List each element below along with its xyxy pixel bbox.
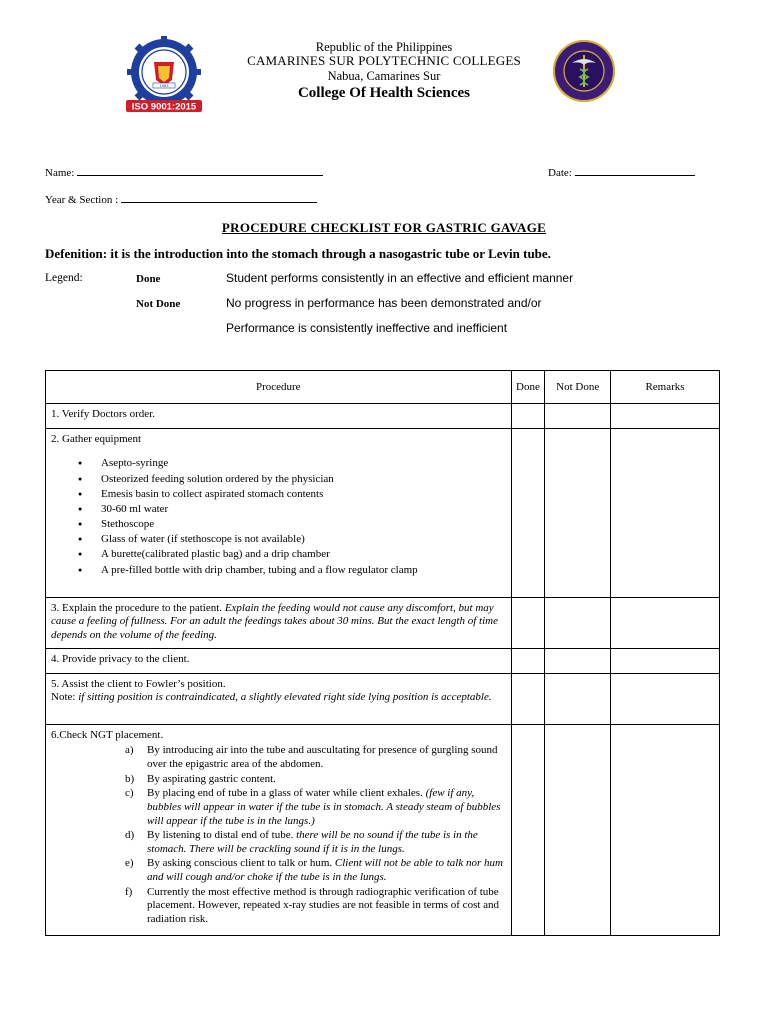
year-section-field[interactable] xyxy=(45,192,317,206)
remarks-cell[interactable] xyxy=(610,725,719,936)
step-3 xyxy=(46,598,512,649)
table-row xyxy=(46,429,720,598)
header-done: Done xyxy=(511,371,545,404)
remarks-cell[interactable] xyxy=(610,649,719,674)
step-6-title: 6.Check NGT placement. xyxy=(51,729,164,741)
document-header xyxy=(0,40,768,102)
list-item: ● A pre-filled bottle with drip chamber, tubing and a flow regulator clamp xyxy=(101,563,506,578)
done-cell[interactable] xyxy=(511,674,545,725)
legend-done-term: Done xyxy=(136,273,161,285)
list-item xyxy=(125,772,506,787)
legend-notdone-desc1: No progress in performance has been demonstrated and/or xyxy=(226,296,542,310)
equipment-list xyxy=(51,456,506,577)
step-3-detail: Explain the feeding would not cause any discomfort, but may cause a feeling of fullness. For an adult the feedings takes about 30 mins. But the exact length of time depends on the volume of the feeding. xyxy=(51,602,498,641)
step-6 xyxy=(46,725,512,936)
date-field[interactable] xyxy=(548,165,695,179)
header-college-name: CAMARINES SUR POLYTECHNIC COLLEGES xyxy=(247,53,521,69)
done-cell[interactable] xyxy=(511,649,545,674)
header-procedure: Procedure xyxy=(46,371,512,404)
list-item: ● Emesis basin to collect aspirated stomach contents xyxy=(101,487,506,502)
definition: Defenition: it is the introduction into the stomach through a nasogastric tube or Levin tube. xyxy=(45,246,551,261)
legend-label: Legend: xyxy=(45,272,83,284)
checklist-title: PROCEDURE CHECKLIST FOR GASTRIC GAVAGE xyxy=(221,220,547,235)
done-cell[interactable] xyxy=(511,404,545,429)
done-cell[interactable] xyxy=(511,725,545,936)
step-2 xyxy=(46,429,512,598)
item-text: By introducing air into the tube and auscultating for presence of gurgling sound over the epigastric area of the abdomen. xyxy=(147,744,498,771)
logo-year: 1983 xyxy=(159,83,169,89)
step-4: 4. Provide privacy to the client. xyxy=(46,649,512,674)
table-row xyxy=(46,674,720,725)
item-text: By placing end of tube in a glass of water while client exhales. xyxy=(147,787,423,800)
not-done-cell[interactable] xyxy=(545,674,611,725)
item-text: By asking conscious client to talk or hum. xyxy=(147,857,333,870)
step-5-note xyxy=(51,691,506,704)
step-3-lead: 3. Explain the procedure to the patient. xyxy=(51,602,223,614)
item-detail: (few if any, bubbles will appear in water if the tube is in stomach. A steady steam of bubbles will appear if the tube is in the lungs.) xyxy=(147,787,501,827)
ngt-methods-list xyxy=(51,744,506,926)
not-done-cell[interactable] xyxy=(545,429,611,598)
header-not-done: Not Done xyxy=(545,371,611,404)
step-1: 1. Verify Doctors order. xyxy=(46,404,512,429)
table-row xyxy=(46,649,720,674)
step-5-note-detail: if sitting position is contraindicated, a slightly elevated right side lying position is acceptable. xyxy=(78,691,492,704)
table-row xyxy=(46,598,720,649)
item-text: By listening to distal end of tube. xyxy=(147,829,294,842)
list-item: ● Stethoscope xyxy=(101,517,506,532)
list-item: ● Osteorized feeding solution ordered by the physician xyxy=(101,472,506,487)
name-line[interactable] xyxy=(77,165,323,176)
item-marker: f) xyxy=(125,885,133,898)
done-cell[interactable] xyxy=(511,598,545,649)
list-item xyxy=(125,857,506,884)
item-text: By aspirating gastric content. xyxy=(147,772,276,785)
remarks-cell[interactable] xyxy=(610,598,719,649)
list-item: ● A burette(calibrated plastic bag) and a drip chamber xyxy=(101,547,506,562)
table-header-row xyxy=(46,371,720,404)
step-2-title: 2. Gather equipment xyxy=(51,433,142,445)
item-marker: d) xyxy=(125,829,135,842)
year-section-line[interactable] xyxy=(121,192,317,203)
list-item xyxy=(125,885,506,927)
not-done-cell[interactable] xyxy=(545,649,611,674)
legend-done-desc: Student performs consistently in an effective and efficient manner xyxy=(226,271,574,285)
item-marker: b) xyxy=(125,772,135,785)
item-text: Currently the most effective method is through radiographic verification of tube placement. However, repeated x-ray studies are not feasible in terms of cost and radiation risk. xyxy=(147,885,500,925)
not-done-cell[interactable] xyxy=(545,598,611,649)
list-item: ● Glass of water (if stethoscope is not available) xyxy=(101,532,506,547)
iso-badge-text: ISO 9001:2015 xyxy=(131,101,197,113)
item-marker: a) xyxy=(125,744,134,757)
legend-notdone-desc2: Performance is consistently ineffective and inefficient xyxy=(226,321,508,335)
year-section-label: Year & Section : xyxy=(45,194,119,206)
header-remarks: Remarks xyxy=(610,371,719,404)
date-line[interactable] xyxy=(575,165,695,176)
header-location: Nabua, Camarines Sur xyxy=(327,69,441,84)
step-5 xyxy=(46,674,512,725)
not-done-cell[interactable] xyxy=(545,404,611,429)
list-item xyxy=(125,787,506,828)
list-item xyxy=(125,829,506,856)
item-marker: c) xyxy=(125,787,134,800)
step-5-note-lead: Note: xyxy=(51,691,76,704)
item-detail: Client will not be able to talk nor hum and will cough and/or choke if the tube is in the lungs. xyxy=(147,857,503,884)
legend-notdone-term: Not Done xyxy=(136,298,181,310)
list-item: ● Asepto-syringe xyxy=(101,456,506,471)
list-item: ● 30-60 ml water xyxy=(101,502,506,517)
table-row xyxy=(46,725,720,936)
done-cell[interactable] xyxy=(511,429,545,598)
name-label: Name: xyxy=(45,167,75,179)
procedure-checklist-table xyxy=(45,370,720,936)
header-department: College Of Health Sciences xyxy=(297,84,471,101)
step-5-title: 5. Assist the client to Fowler’s position. xyxy=(51,678,226,690)
date-label: Date: xyxy=(548,167,572,179)
item-marker: e) xyxy=(125,857,134,870)
remarks-cell[interactable] xyxy=(610,404,719,429)
remarks-cell[interactable] xyxy=(610,429,719,598)
item-detail: there will be no sound if the tube is in the stomach. There will be crackling sound if it is in the lungs. xyxy=(147,829,478,855)
not-done-cell[interactable] xyxy=(545,725,611,936)
remarks-cell[interactable] xyxy=(610,674,719,725)
table-row xyxy=(46,404,720,429)
list-item xyxy=(125,744,506,771)
name-field[interactable] xyxy=(45,165,323,179)
header-republic: Republic of the Philippines xyxy=(315,40,453,54)
